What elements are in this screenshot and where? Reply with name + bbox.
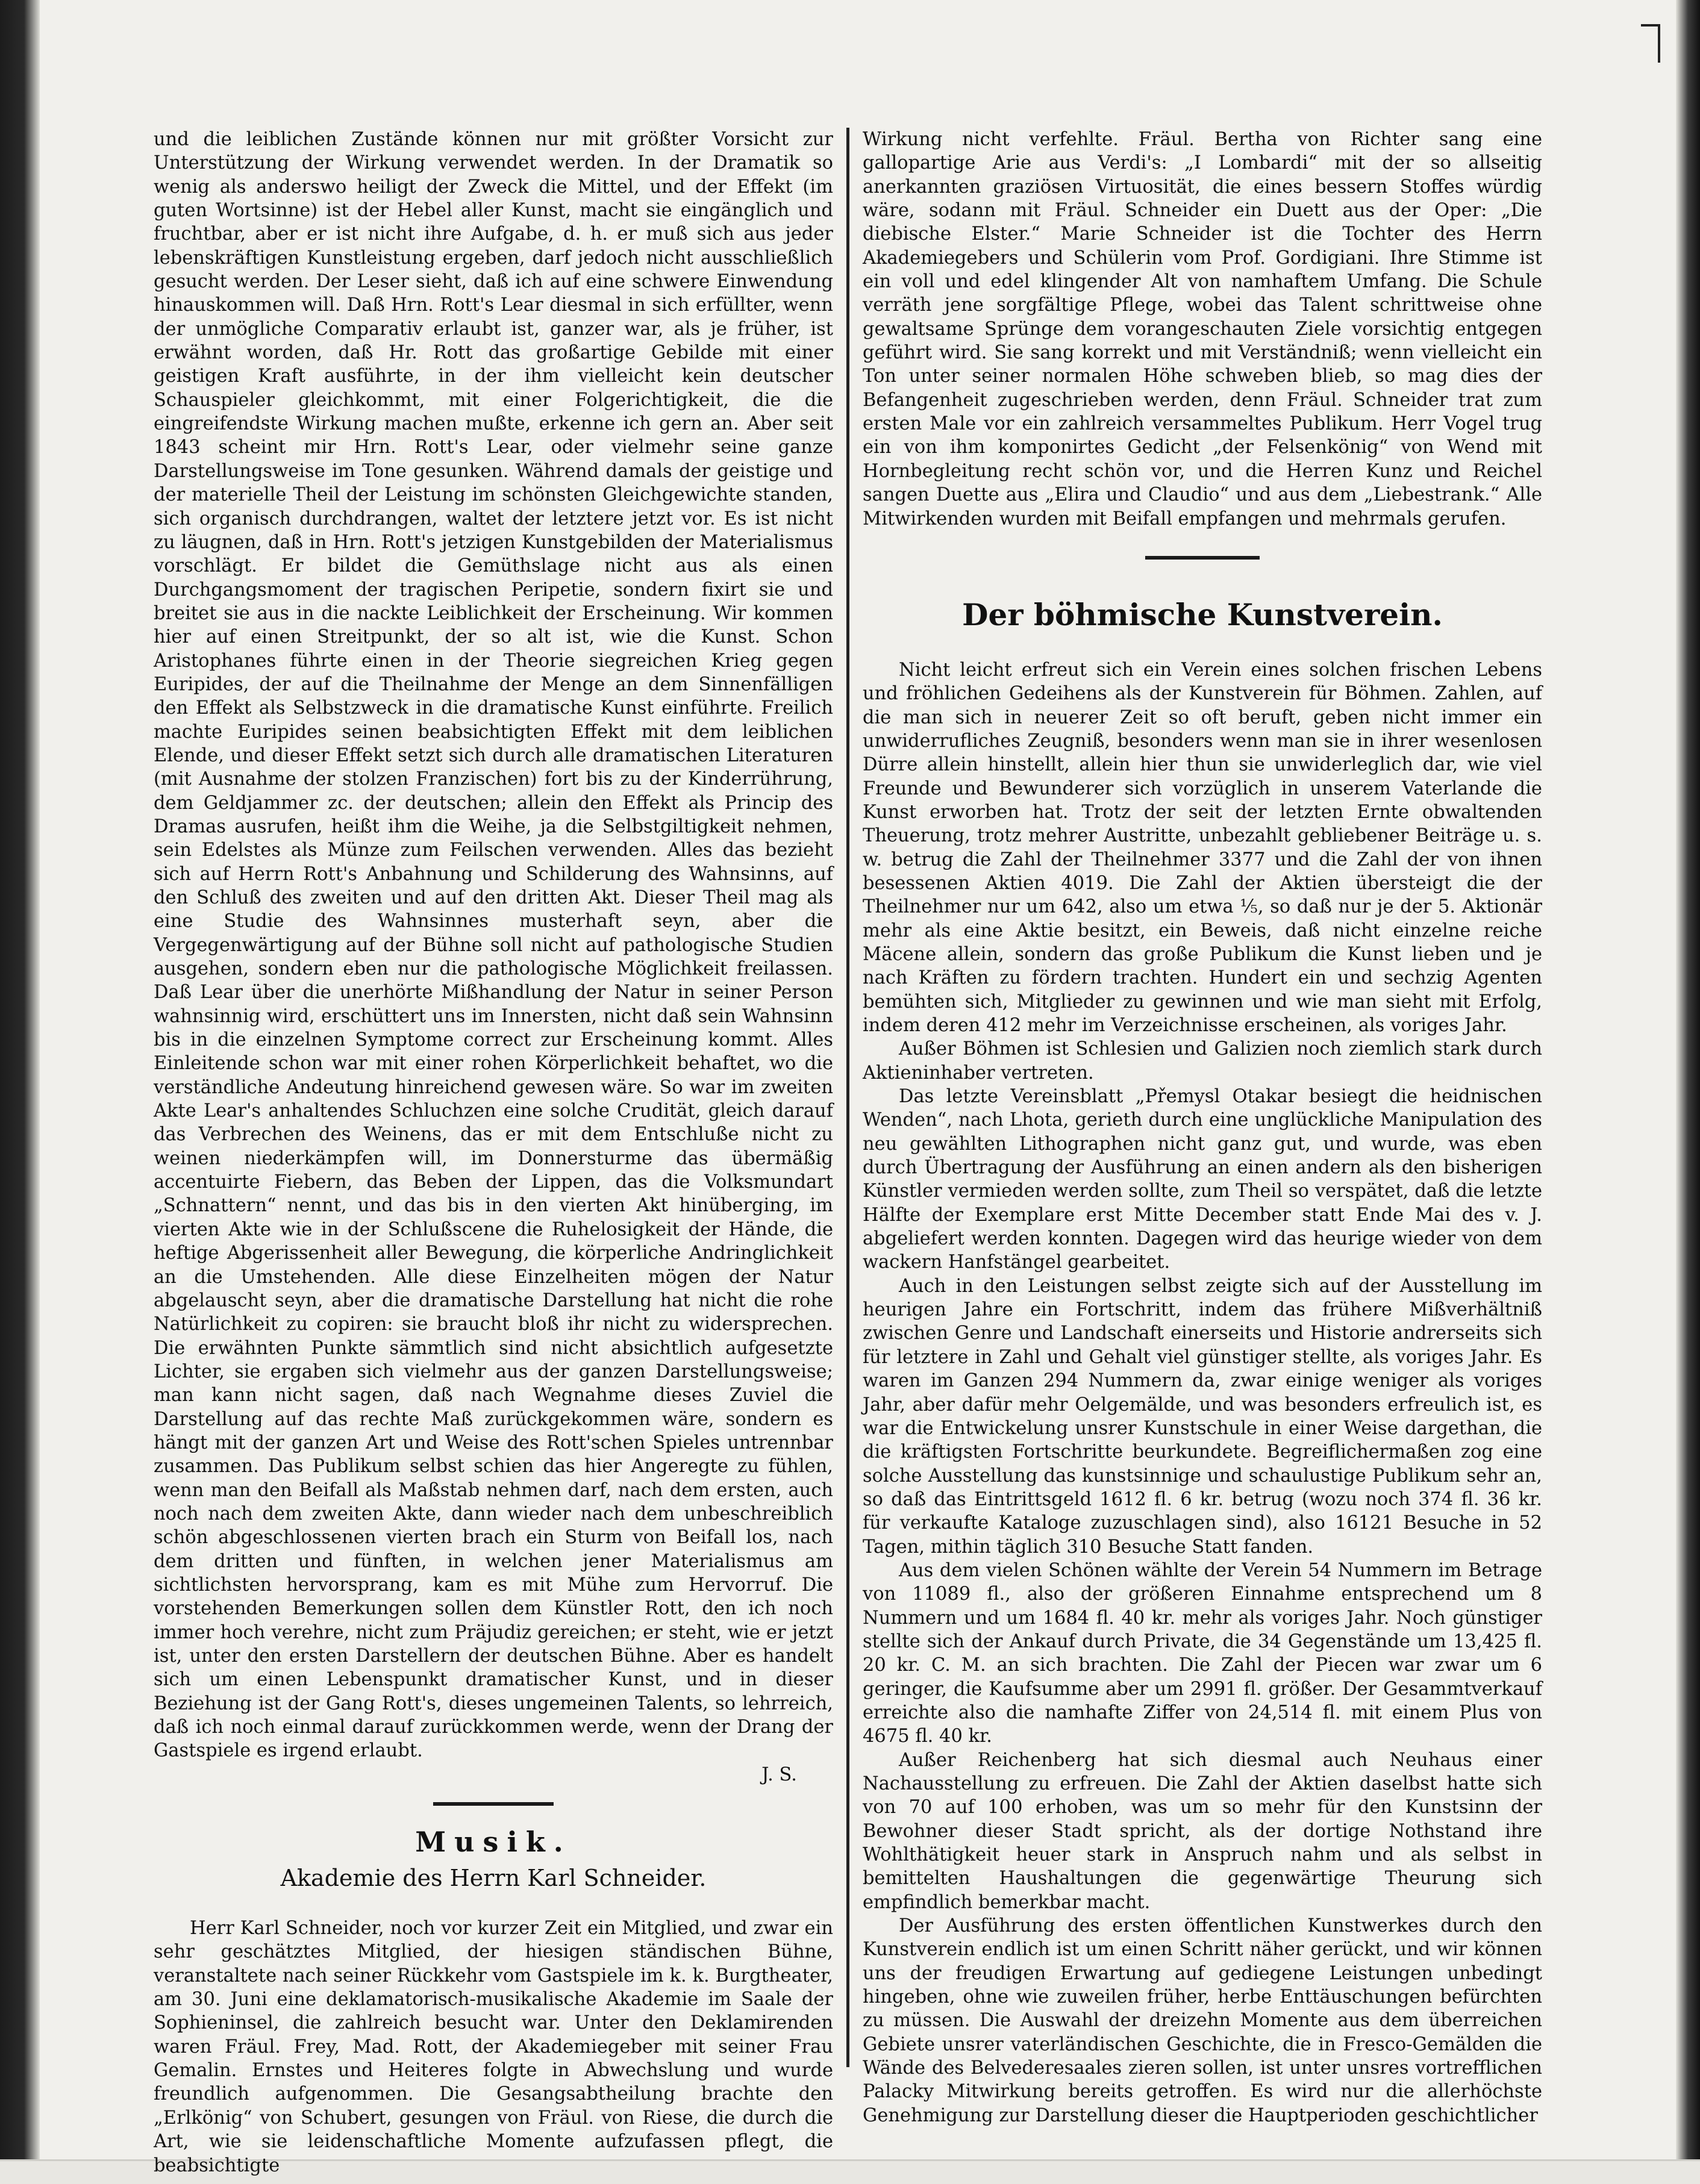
article-divider (1145, 556, 1260, 560)
left-paragraph-1: und die leiblichen Zustände können nur mit größter Vorsicht zur Unterstützung der Wirkung verwendet werden. In der Dramatik so wenig als anderswo heiligt der Zweck die Mittel, und der Effekt (im guten Wortsinne) ist der Hebel aller Kunst, macht sie eingänglich und fruchtbar, aber er ist nicht ihre Aufgabe, d. h. er muß sich aus jeder lebenskräftigen Kunstleistung ergeben, darf jedoch nicht ausschließlich gesucht werden. Der Leser sieht, daß ich auf eine schwere Einwendung hinauskommen will. Daß Hrn. Rott's Lear diesmal in sich erfüllter, wenn der unmögliche Comparativ erlaubt ist, ganzer war, als je früher, ist erwähnt worden, daß Hr. Rott das großartige Gebilde mit einer geistigen Kraft ausführte, in der ihm vielleicht kein deutscher Schauspieler gleichkommt, mit einer Folgerichtigkeit, die die eingreifendste Wirkung machen mußte, erkenne ich gern an. Aber seit 1843 scheint mir Hrn. Rott's Lear, oder vielmehr seine ganze Darstellungsweise im Tone gesunken. Während damals der geistige und der materielle Theil der Leistung im schönsten Gleichgewichte standen, sich organisch durchdrangen, waltet der letztere jetzt vor. Es ist nicht zu läugnen, daß in Hrn. Rott's jetzigen Kunstgebilden der Materialismus vorschlägt. Er bildet die Gemüthslage nicht aus als einen Durchgangsmoment der tragischen Peripetie, sondern fixirt sie und breitet sie aus in die nackte Leiblichkeit der Erscheinung. Wir kommen hier auf einen Streitpunkt, der so alt ist, wie die Kunst. Schon Aristophanes führte einen in der Theorie siegreichen Krieg gegen Euripides, der auf die Theilnahme der Menge an dem Sinnenfälligen den Effekt als Selbstzweck in die dramatische Kunst einführte. Freilich machte Euripides seinen beabsichtigten Effekt mit dem leiblichen Elende, und dieser Effekt setzt sich durch alle dramatischen Literaturen (mit Ausnahme der stolzen Franzischen) fort bis zu der Kinderrührung, dem Geldjammer zc. der deutschen; allein den Effekt als Princip des Dramas ausrufen, heißt ihm die Weihe, ja die Selbstgiltigkeit nehmen, sein Edelstes als Münze zum Feilschen verwenden. Alles das bezieht sich auf Herrn Rott's Anbahnung und Schilderung des Wahnsinns, auf den Schluß des zweiten und auf den dritten Akt. Dieser Theil mag als eine Studie des Wahnsinnes musterhaft seyn, aber die Vergegenwärtigung auf der Bühne soll nicht auf pathologische Studien ausgehen, sondern eben nur die pathologische Möglichkeit freilassen. Daß Lear über die unerhörte Mißhandlung der Natur in seiner Person wahnsinnig wird, erschüttert uns im Innersten, nicht daß sein Wahnsinn bis in die einzelnen Symptome correct zur Erscheinung kommt. Alles Einleitende schon war mit einer rohen Körperlichkeit behaftet, wo die verständliche Andeutung hinreichend gewesen wäre. So war im zweiten Akte Lear's anhaltendes Schluchzen eine solche Crudität, gleich darauf das Verbrechen des Weinens, das er mit dem Entschluße nicht zu weinen niederkämpfen will, im Donnersturme das übermäßig accentuirte Fiebern, das Beben der Lippen, das die Volksmundart „Schnattern“ nennt, und das bis in den vierten Akt hinüberging, im vierten Akte wie in der Schlußscene die Ruhelosigkeit der Hände, die heftige Abgerissenheit aller Bewegung, die körperliche Andringlichkeit an die Umstehenden. Alle diese Einzelheiten mögen der Natur abgelauscht seyn, aber die dramatische Darstellung hat nicht die rohe Natürlichkeit zu copiren: sie braucht bloß ihr nicht zu widersprechen. Die erwähnten Punkte sämmtlich sind nicht absichtlich aufgesetzte Lichter, sie ergaben sich vielmehr aus der ganzen Darstellungsweise; man kann nicht sagen, daß nach Wegnahme dieses Zuviel die Darstellung auf das rechte Maß zurückgekommen wäre, sondern es hängt mit der ganzen Art und Weise des Rott'schen Spieles untrennbar zusammen. Das Publikum selbst schien das hier Angeregte zu fühlen, wenn man den Beifall als Maßstab nehmen darf, nach dem ersten, auch noch nach dem zweiten Akte, dann wieder nach dem unbeschreiblich schön abgeschlossenen vierten brach ein Sturm von Beifall los, nach dem dritten und fünften, in welchen jener Materialismus am sichtlichsten hervorsprang, kam es mit Mühe zum Hervorruf. Die vorstehenden Bemerkungen sollen dem Künstler Rott, den ich noch immer hoch verehre, nicht zum Präjudiz gereichen; er steht, wie er jetzt ist, unter den ersten Darstellern der deutschen Bühne. Aber es handelt sich um einen Lebenspunkt dramatischer Kunst, und in dieser Beziehung ist der Gang Rott's, dieses ungemeinen Talents, so lehrreich, daß ich noch einmal darauf zurückkommen werde, wenn der Drang der Gastspiele es irgend erlaubt. (154, 129, 833, 1762)
column-divider (846, 128, 849, 2067)
kunstverein-paragraph-2: Außer Böhmen ist Schlesien und Galizien noch ziemlich stark durch Aktieninhaber vertreten. (863, 1038, 1542, 1084)
kunstverein-paragraph-5: Aus dem vielen Schönen wählte der Verein 54 Nummern im Betrage von 11089 fl., also der größeren Einnahme entsprechend um 8 Nummern und um 1684 fl. 40 kr. mehr als voriges Jahr. Noch günstiger stellte sich der Ankauf durch Private, die 34 Gegenstände um 13,425 fl. 20 kr. C. M. an sich brachten. Die Zahl der Piecen war zwar um 6 geringer, die Kaufsumme aber um 2991 fl. größer. Der Gesammtverkauf erreichte also die namhafte Ziffer von 24,514 fl. mit einem Plus von 4675 fl. 40 kr. (863, 1559, 1542, 1747)
section-subtitle-concert: Akademie des Herrn Karl Schneider. (280, 1865, 707, 1892)
kunstverein-paragraph-4: Auch in den Leistungen selbst zeigte sich auf der Ausstellung im heurigen Jahre ein Fortschritt, indem das frühere Mißverhältniß zwischen Genre und Landschaft einerseits und Historie andrerseits sich für letztere in Zahl und Gehalt viel günstiger stellte, als voriges Jahr. Es waren im Ganzen 294 Nummern da, zwar einige weniger als voriges Jahr, aber dafür mehr Oelgemälde, und was besonders erfreulich ist, es war die Entwickelung unsrer Kunstschule in einer Weise dargethan, die die kräftigsten Fortschritte beurkundete. Begreiflichermaßen zog eine solche Ausstellung das kunstsinnige und schaulustige Publikum sehr an, so daß das Eintrittsgeld 1612 fl. 6 kr. betrug (wozu noch 374 fl. 36 kr. für verkaufte Kataloge zuzuschlagen sind), also 16121 Besuche in 52 Tagen, mithin täglich 310 Besuche Statt fanden. (863, 1275, 1542, 1558)
music-paragraph-1: Herr Karl Schneider, noch vor kurzer Zeit ein Mitglied, und zwar ein sehr geschätztes Mitglied, der hiesigen ständischen Bühne, veranstaltete nach seiner Rückkehr vom Gastspiele im k. k. Burgtheater, am 30. Juni eine deklamatorisch-musikalische Akademie im Saale der Sophieninsel, die zahlreich besucht war. Unter den Deklamirenden waren Fräul. Frey, Mad. Rott, der Akademiegeber mit seiner Frau Gemalin. Ernstes und Heiteres folgte in Abwechslung und wurde freundlich aufgenommen. Die Gesangsabtheilung brachte den „Erlkönig“ von Schubert, gesungen von Fräul. von Riese, die durch die Art, wie sie leidenschaftliche Momente aufzufassen pflegt, die beabsichtigte (154, 1918, 833, 2176)
scan-border-left (0, 0, 40, 2184)
kunstverein-paragraph-6: Außer Reichenberg hat sich diesmal auch Neuhaus einer Nachausstellung zu erfreuen. Die Zahl der Aktien daselbst hatte sich von 70 auf 100 erhoben, was um so mehr für den Kunstsinn der Bewohner dieser Stadt spricht, als der dortige Nothstand ihre Wohlthätigkeit heuer stark in Anspruch nahm und als selbst in bemittelten Haushaltungen die gegenwärtige Theurung sich empfindlich bemerkbar macht. (863, 1749, 1542, 1913)
section-divider (433, 1802, 554, 1806)
article-heading-kunstverein: Der böhmische Kunstverein. (962, 596, 1443, 632)
kunstverein-paragraph-3: Das letzte Vereinsblatt „Přemysl Otakar besiegt die heidnischen Wenden“, nach Lhota, gerieth durch eine unglückliche Manipulation des neu gewählten Lithographen nicht ganz gut, und wurde, was eben durch Übertragung der Ausführung an einen andern als den bisherigen Künstler vermieden werden sollte, zum Theil so verspätet, daß die letzte Hälfte der Exemplare erst Mitte December statt Ende Mai des v. J. abgeliefert werden konnten. Dagegen wird das heurige wieder von dem wackern Hanfstängel gearbeitet. (863, 1086, 1542, 1273)
right-intro-paragraph: Wirkung nicht verfehlte. Fräul. Bertha von Richter sang eine gallopartige Arie aus Verdi's: „I Lombardi“ mit der so allseitig anerkannten graziösen Virtuosität, die eines bessern Stoffes würdig wäre, sodann mit Fräul. Schneider ein Duett aus der Oper: „Die diebische Elster.“ Marie Schneider ist die Tochter des Herrn Akademiegebers und Schülerin vom Prof. Gordigiani. Ihre Stimme ist ein voll und edel klingender Alt von namhaftem Umfang. Die Schule verräth jene sorgfältige Pflege, wobei das Talent schrittweise ohne gewaltsame Sprünge dem vorangeschauten Ziele vorsichtig entgegen geführt wird. Sie sang korrekt und mit Verständniß; wenn vielleicht ein Ton unter seiner normalen Höhe schweben blieb, so mag dies der Befangenheit zugeschrieben werden, denn Fräul. Schneider trat zum ersten Male vor ein zahlreich versammeltes Publikum. Herr Vogel trug ein von ihm komponirtes Gedicht „der Felsenkönig“ von Wend mit Hornbegleitung recht schön vor, und die Herren Kunz und Reichel sangen Duette aus „Elira und Claudio“ und aus dem „Liebestrank.“ Alle Mitwirkenden wurden mit Beifall empfangen und mehrmals gerufen. (863, 129, 1542, 529)
left-column (154, 128, 833, 2177)
section-title-music: Musik. (415, 1826, 572, 1859)
kunstverein-paragraph-1: Nicht leicht erfreut sich ein Verein eines solchen frischen Lebens und fröhlichen Gedeihens als der Kunstverein für Böhmen. Zahlen, auf die man sich in neuerer Zeit so oft beruft, geben nicht immer ein unwiderrufliches Zeugniß, besonders wenn man sie in ihrer wesenlosen Dürre allein hinstellt, allein hier thun sie unwiderleglich dar, wie viel Freunde und Bewunderer sich vorzüglich in unserem Vaterlande die Kunst erworben hat. Trotz der seit der letzten Ernte obwaltenden Theuerung, trotz mehrer Austritte, unbezahlt gebliebener Beiträge u. s. w. betrug die Zahl der Theilnehmer 3377 und die Zahl der von ihnen besessenen Aktien 4019. Die Zahl der Aktien übersteigt die der Theilnehmer nur um 642, also um etwa ⅕, so daß nur je der 5. Aktionär mehr als eine Aktie besitzt, ein Beweis, daß nicht einzelne reiche Mäcene allein, sondern das große Publikum die Kunst lieben und je nach Kräften zu fördern trachten. Hundert ein und sechzig Agenten bemühten sich, Mitglieder zu gewinnen und wie man sieht mit Erfolg, indem deren 412 mehr im Verzeichnisse erscheinen, als voriges Jahr. (863, 659, 1542, 1036)
right-column (863, 128, 1542, 2127)
scan-border-right (1676, 0, 1700, 2184)
article-signature: J. S. (761, 1764, 797, 1785)
corner-crop-mark (1641, 24, 1660, 63)
kunstverein-paragraph-7: Der Ausführung des ersten öffentlichen Kunstwerkes durch den Kunstverein endlich ist um einen Schritt näher gerückt, und wir können uns der freudigen Erwartung auf gediegene Leistungen unbedingt hingeben, ohne wie zuweilen früher, herbe Enttäuschungen befürchten zu müssen. Die Auswahl der dreizehn Momente aus dem überreichen Gebiete unsrer vaterländischen Geschichte, die in Fresco-Gemälden die Wände des Belvederesaales zieren sollen, ist unter unsres vortrefflichen Palacky Mitwirkung bereits getroffen. Es wird nur die allerhöchste Genehmigung zur Darstellung dieser die Hauptperioden geschichtlicher (863, 1915, 1542, 2126)
